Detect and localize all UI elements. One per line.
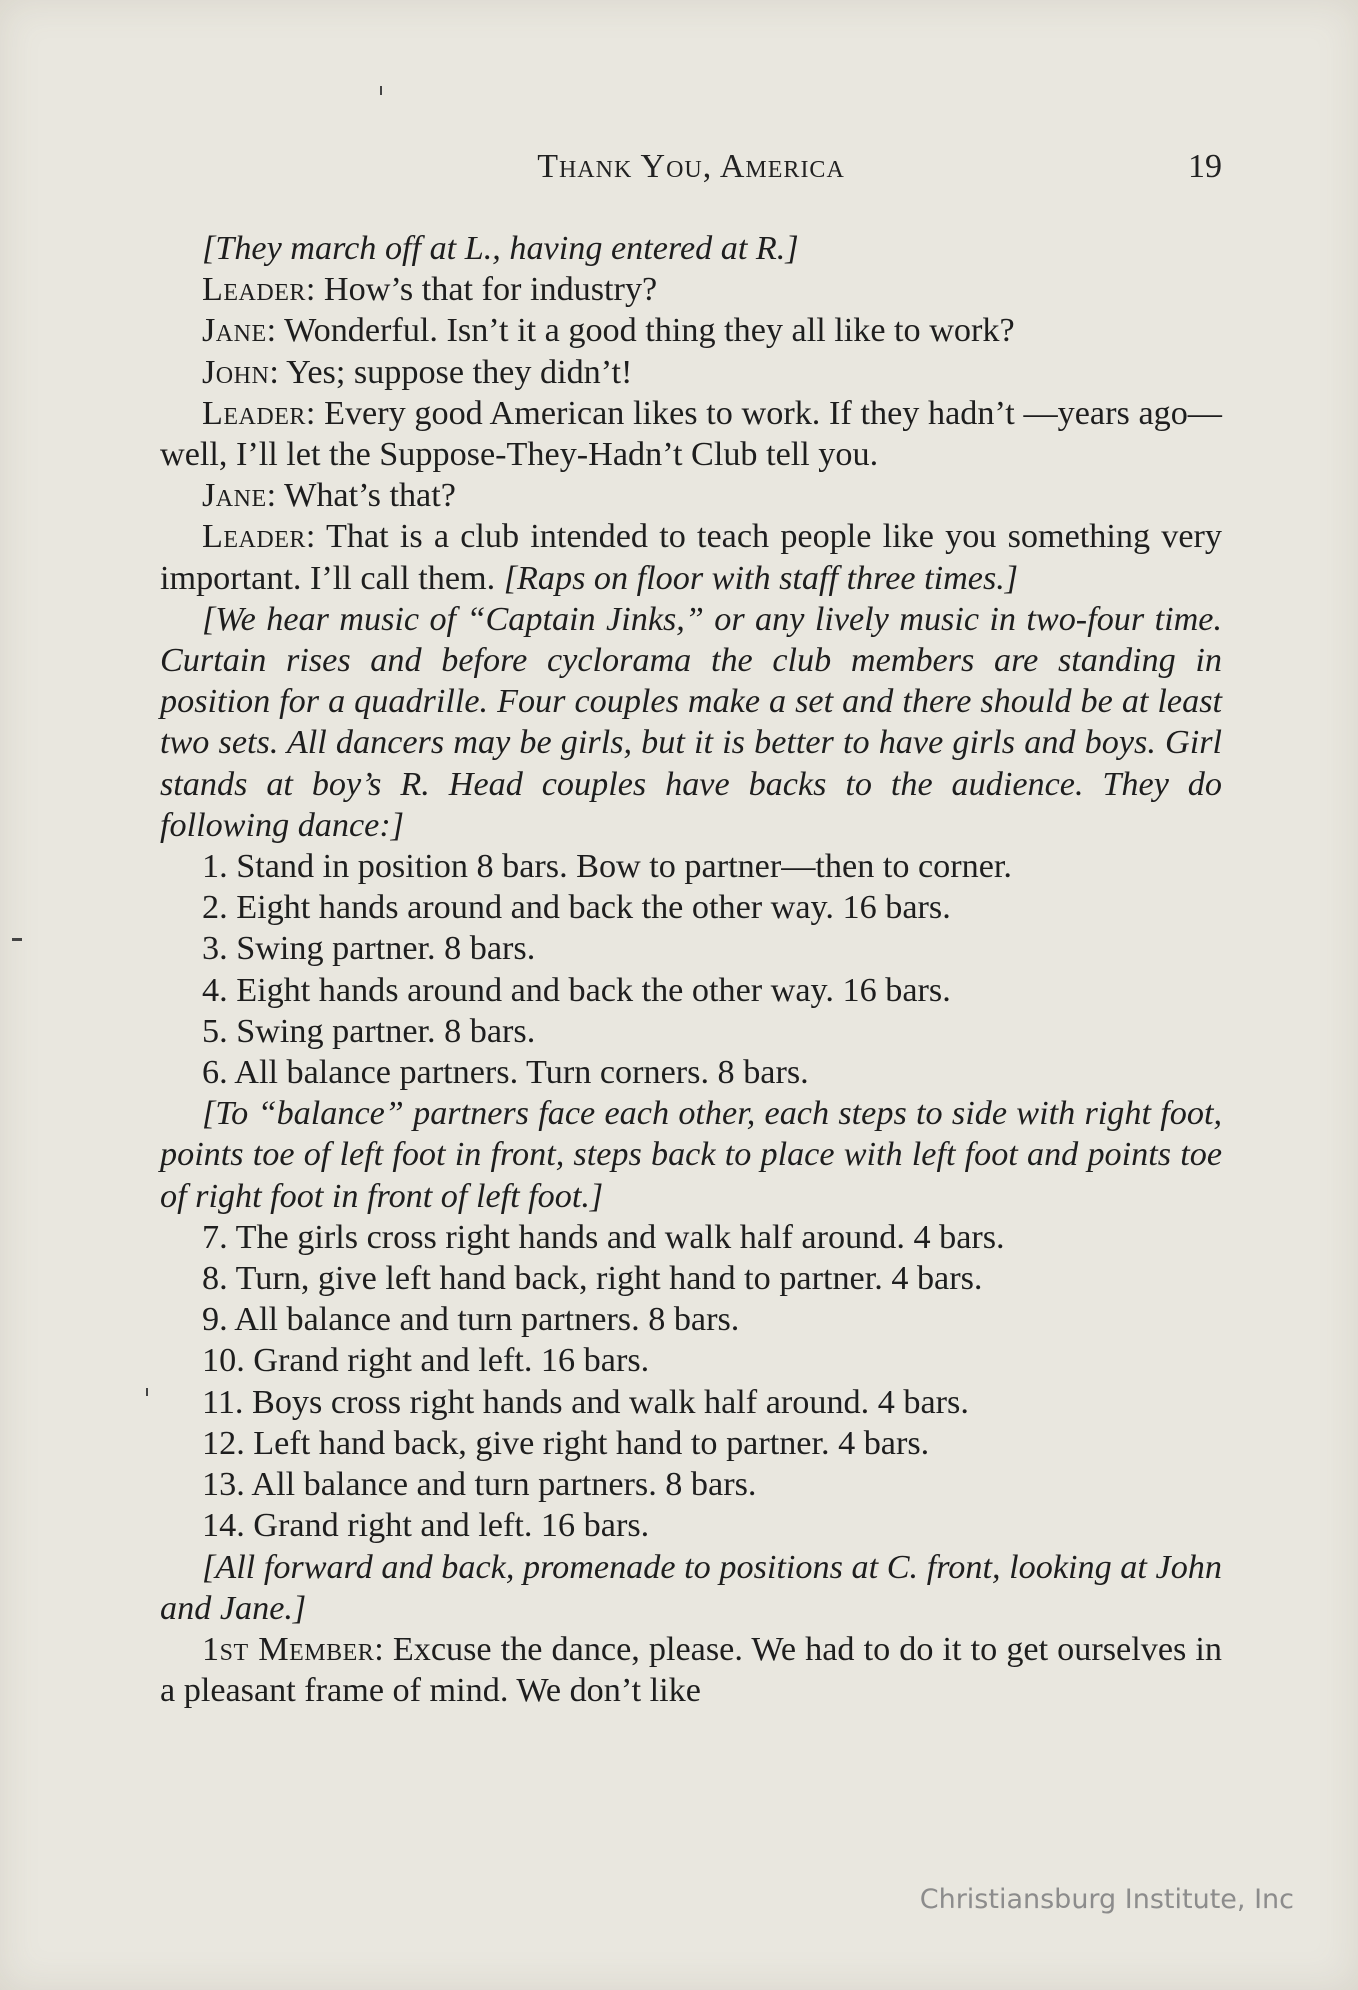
speaker-name: Jane bbox=[202, 477, 267, 515]
stage-direction: [They march off at L., having entered at R.] bbox=[202, 230, 799, 267]
ink-speck bbox=[146, 1388, 148, 1396]
dialogue-line bbox=[160, 269, 1222, 310]
dialogue-line bbox=[160, 352, 1222, 393]
dance-step: 11. Boys cross right hands and walk half around. 4 bars. bbox=[202, 1383, 969, 1421]
dance-step: 5. Swing partner. 8 bars. bbox=[202, 1012, 536, 1050]
stage-direction: [All forward and back, promenade to positions at C. front, looking at John and Jane.] bbox=[160, 1548, 1222, 1627]
dialogue-line bbox=[160, 516, 1222, 598]
speaker-name: John bbox=[202, 353, 270, 391]
dialogue-line bbox=[160, 393, 1222, 475]
ink-speck bbox=[380, 86, 382, 95]
dialogue-text: : Yes; suppose they didn’t! bbox=[269, 353, 633, 391]
speaker-name: Leader bbox=[202, 518, 306, 556]
dance-step: 12. Left hand back, give right hand to partner. 4 bars. bbox=[202, 1424, 930, 1462]
dialogue-text: : That is a club intended to teach people like you something very important. I’ll call them. bbox=[160, 518, 1222, 597]
dance-step: 6. All balance partners. Turn corners. 8 bars. bbox=[202, 1054, 809, 1092]
stage-direction: [Raps on floor with staff three times.] bbox=[503, 559, 1019, 597]
dialogue-text: : What’s that? bbox=[266, 477, 456, 515]
stage-direction: [To “balance” partners face each other, each steps to side with right foot, points toe of left foot in front, steps back to place with left foot and points toe of right foot in front of left foot.] bbox=[160, 1095, 1222, 1215]
dance-step: 9. All balance and turn partners. 8 bars. bbox=[202, 1301, 740, 1339]
page-number: 19 bbox=[1188, 148, 1222, 185]
ink-speck bbox=[12, 938, 22, 941]
speaker-name: 1st Member bbox=[202, 1630, 375, 1668]
dance-step: 7. The girls cross right hands and walk half around. 4 bars. bbox=[202, 1218, 1005, 1256]
dialogue-text: : Excuse the dance, please. We had to do it to get ourselves in a pleasant frame of mind. We don’t like bbox=[160, 1630, 1222, 1710]
dialogue-line bbox=[160, 1629, 1222, 1711]
dance-step: 3. Swing partner. 8 bars. bbox=[202, 930, 536, 968]
dance-step: 2. Eight hands around and back the other way. 16 bars. bbox=[202, 889, 951, 927]
dialogue-line bbox=[160, 475, 1222, 516]
watermark: Christiansburg Institute, Inc bbox=[919, 1884, 1294, 1915]
dance-step: 14. Grand right and left. 16 bars. bbox=[202, 1507, 650, 1545]
running-title: Thank You, America bbox=[537, 148, 845, 185]
speaker-name: Leader bbox=[202, 271, 306, 309]
dialogue-text: : Every good American likes to work. If they hadn’t —years ago—well, I’ll let the Suppose-They-Hadn’t Club tell you. bbox=[160, 394, 1222, 474]
dance-step: 10. Grand right and left. 16 bars. bbox=[202, 1342, 650, 1380]
dialogue-text: : How’s that for industry? bbox=[305, 271, 658, 309]
stage-direction: [We hear music of “Captain Jinks,” or any lively music in two-four time. Curtain rises and before cyclorama the club members are standing in position for a quadrille. Four couples make a set and there should be at least two sets. All dancers may be girls, but it is better to have girls and boys. Girl stands at boy’s R. Head couples have backs to the audience. They do following dance:] bbox=[160, 600, 1222, 844]
dialogue-text: : Wonderful. Isn’t it a good thing they all like to work? bbox=[266, 312, 1015, 350]
page-body bbox=[160, 228, 1222, 1711]
dance-step: 1. Stand in position 8 bars. Bow to partner—then to corner. bbox=[202, 848, 1012, 886]
speaker-name: Leader bbox=[202, 394, 306, 432]
dance-step: 4. Eight hands around and back the other way. 16 bars. bbox=[202, 971, 951, 1009]
dance-step: 13. All balance and turn partners. 8 bars. bbox=[202, 1466, 757, 1504]
page-header bbox=[160, 148, 1222, 188]
dance-step: 8. Turn, give left hand back, right hand to partner. 4 bars. bbox=[202, 1260, 983, 1298]
speaker-name: Jane bbox=[202, 312, 267, 350]
dialogue-line bbox=[160, 310, 1222, 351]
